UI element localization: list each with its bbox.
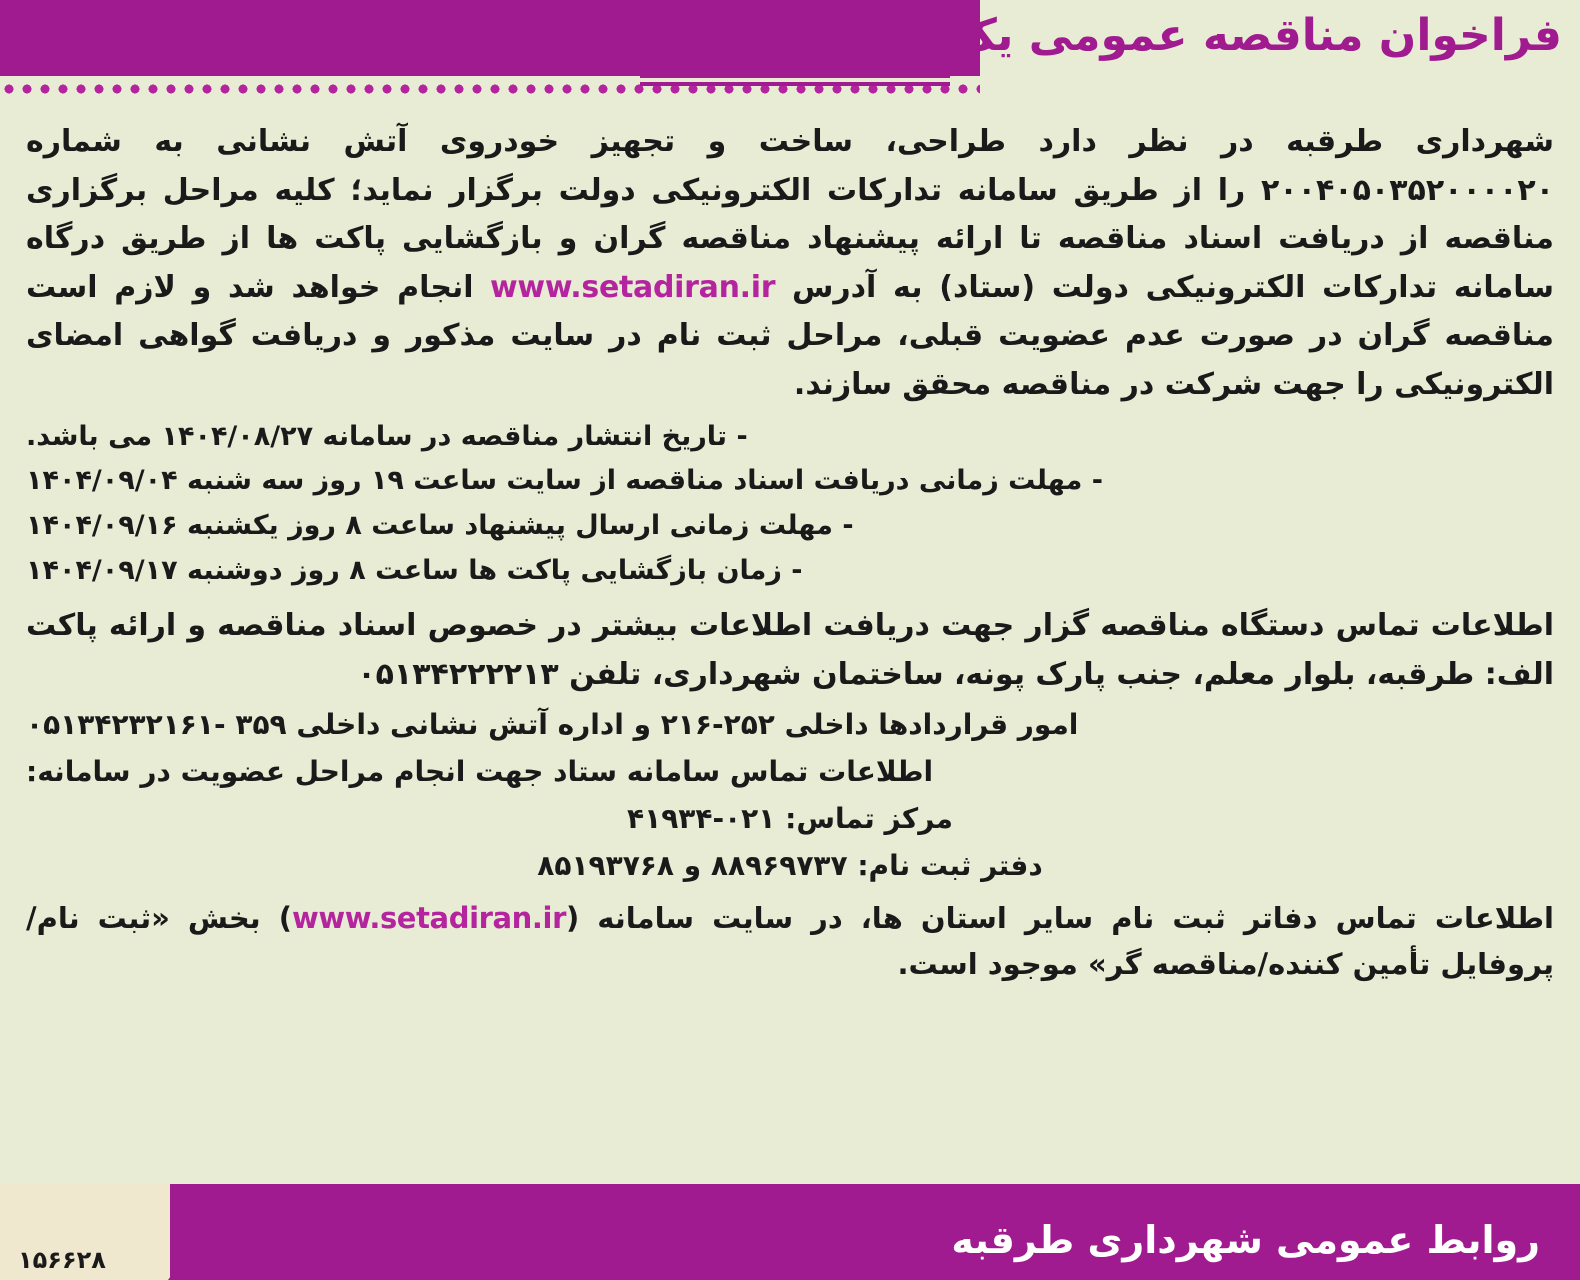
- footer-diagonal-shape: [168, 1184, 238, 1280]
- notice-body: [0, 108, 1580, 987]
- footer-reference-code: ۱۵۶۶۲۸: [18, 1246, 106, 1274]
- contact-extensions: امور قراردادها داخلی ۲۵۲-۲۱۶ و اداره آتش نشانی داخلی ۳۵۹ -۰۵۱۳۴۲۳۲۱۶۱: [26, 708, 1079, 742]
- list-item: - مهلت زمانی دریافت اسناد مناقصه از سایت ساعت ۱۹ روز سه شنبه ۱۴۰۴/۰۹/۰۴: [26, 465, 1103, 497]
- intro-paragraph: [26, 118, 1554, 410]
- setadiran-link-2[interactable]: www.setadiran.ir: [292, 900, 566, 935]
- schedule-list: [26, 416, 1554, 593]
- other-provinces-paragraph: [26, 895, 1554, 988]
- contact-intro: اطلاعات تماس دستگاه مناقصه گزار جهت دریافت اطلاعات بیشتر در خصوص اسناد مناقصه و ارائه پاکت الف: طرقبه، بلوار معلم، جنب پارک پونه، ساختمان شهرداری، تلفن ۰۵۱۳۴۲۲۲۲۱۳: [26, 608, 1554, 692]
- other-provinces-text-c: «ثبت نام/پروفایل تأمین کننده/مناقصه گر» موجود است.: [26, 900, 1554, 981]
- intro-continued: انجام خواهد شد و لازم است مناقصه گران در صورت عدم عضویت قبلی، مراحل ثبت نام در سایت مذکور و دریافت گواهی امضای الکترونیکی را جهت شرکت در مناقصه محقق سازند.: [26, 269, 1554, 402]
- other-provinces-text-b: ) بخش: [187, 900, 293, 935]
- header-underline-1: [640, 74, 950, 78]
- list-item: - مهلت زمانی ارسال پیشنهاد ساعت ۸ روز یکشنبه ۱۴۰۴/۰۹/۱۶: [26, 509, 854, 541]
- page-header: [0, 0, 1580, 108]
- list-item: - تاریخ انتشار مناقصه در سامانه ۱۴۰۴/۰۸/۲۷ می باشد.: [26, 420, 748, 452]
- page-footer: [0, 1184, 1580, 1280]
- setadiran-link-1[interactable]: www.setadiran.ir: [489, 269, 776, 305]
- register-office-line: دفتر ثبت نام: ۸۸۹۶۹۷۳۷ و ۸۵۱۹۳۷۶۸: [537, 848, 1043, 882]
- intro-text: شهرداری طرقبه در نظر دارد طراحی، ساخت و تجهیز خودروی آتش نشانی به شماره ۲۰۰۴۰۵۰۳۵۲۰۰۰۰۲۰ را از طریق سامانه تدارکات الکترونیکی دولت برگزار نماید؛ کلیه مراحل برگزاری مناقصه از دریافت اسناد مناقصه تا ارائه پیشنهاد مناقصه گران و بازگشایی پاکت ها از طریق درگاه سامانه تدارکات الکترونیکی دولت (ستاد) به آدرس: [26, 124, 1554, 305]
- page-title: فراخوان مناقصه عمومی یک مرحله ای: [734, 10, 1562, 61]
- header-underline-2: [640, 82, 950, 86]
- footer-signature: روابط عمومی شهرداری طرقبه: [951, 1218, 1540, 1262]
- call-center-line: مرکز تماس: ۰۲۱-۴۱۹۳۴: [627, 801, 953, 835]
- other-provinces-text-a: اطلاعات تماس دفاتر ثبت نام سایر استان ها، در سایت سامانه (: [566, 900, 1554, 935]
- setad-contact-title: اطلاعات تماس سامانه ستاد جهت انجام مراحل عضویت در سامانه:: [26, 755, 934, 789]
- list-item: - زمان بازگشایی پاکت ها ساعت ۸ روز دوشنبه ۱۴۰۴/۰۹/۱۷: [26, 554, 803, 586]
